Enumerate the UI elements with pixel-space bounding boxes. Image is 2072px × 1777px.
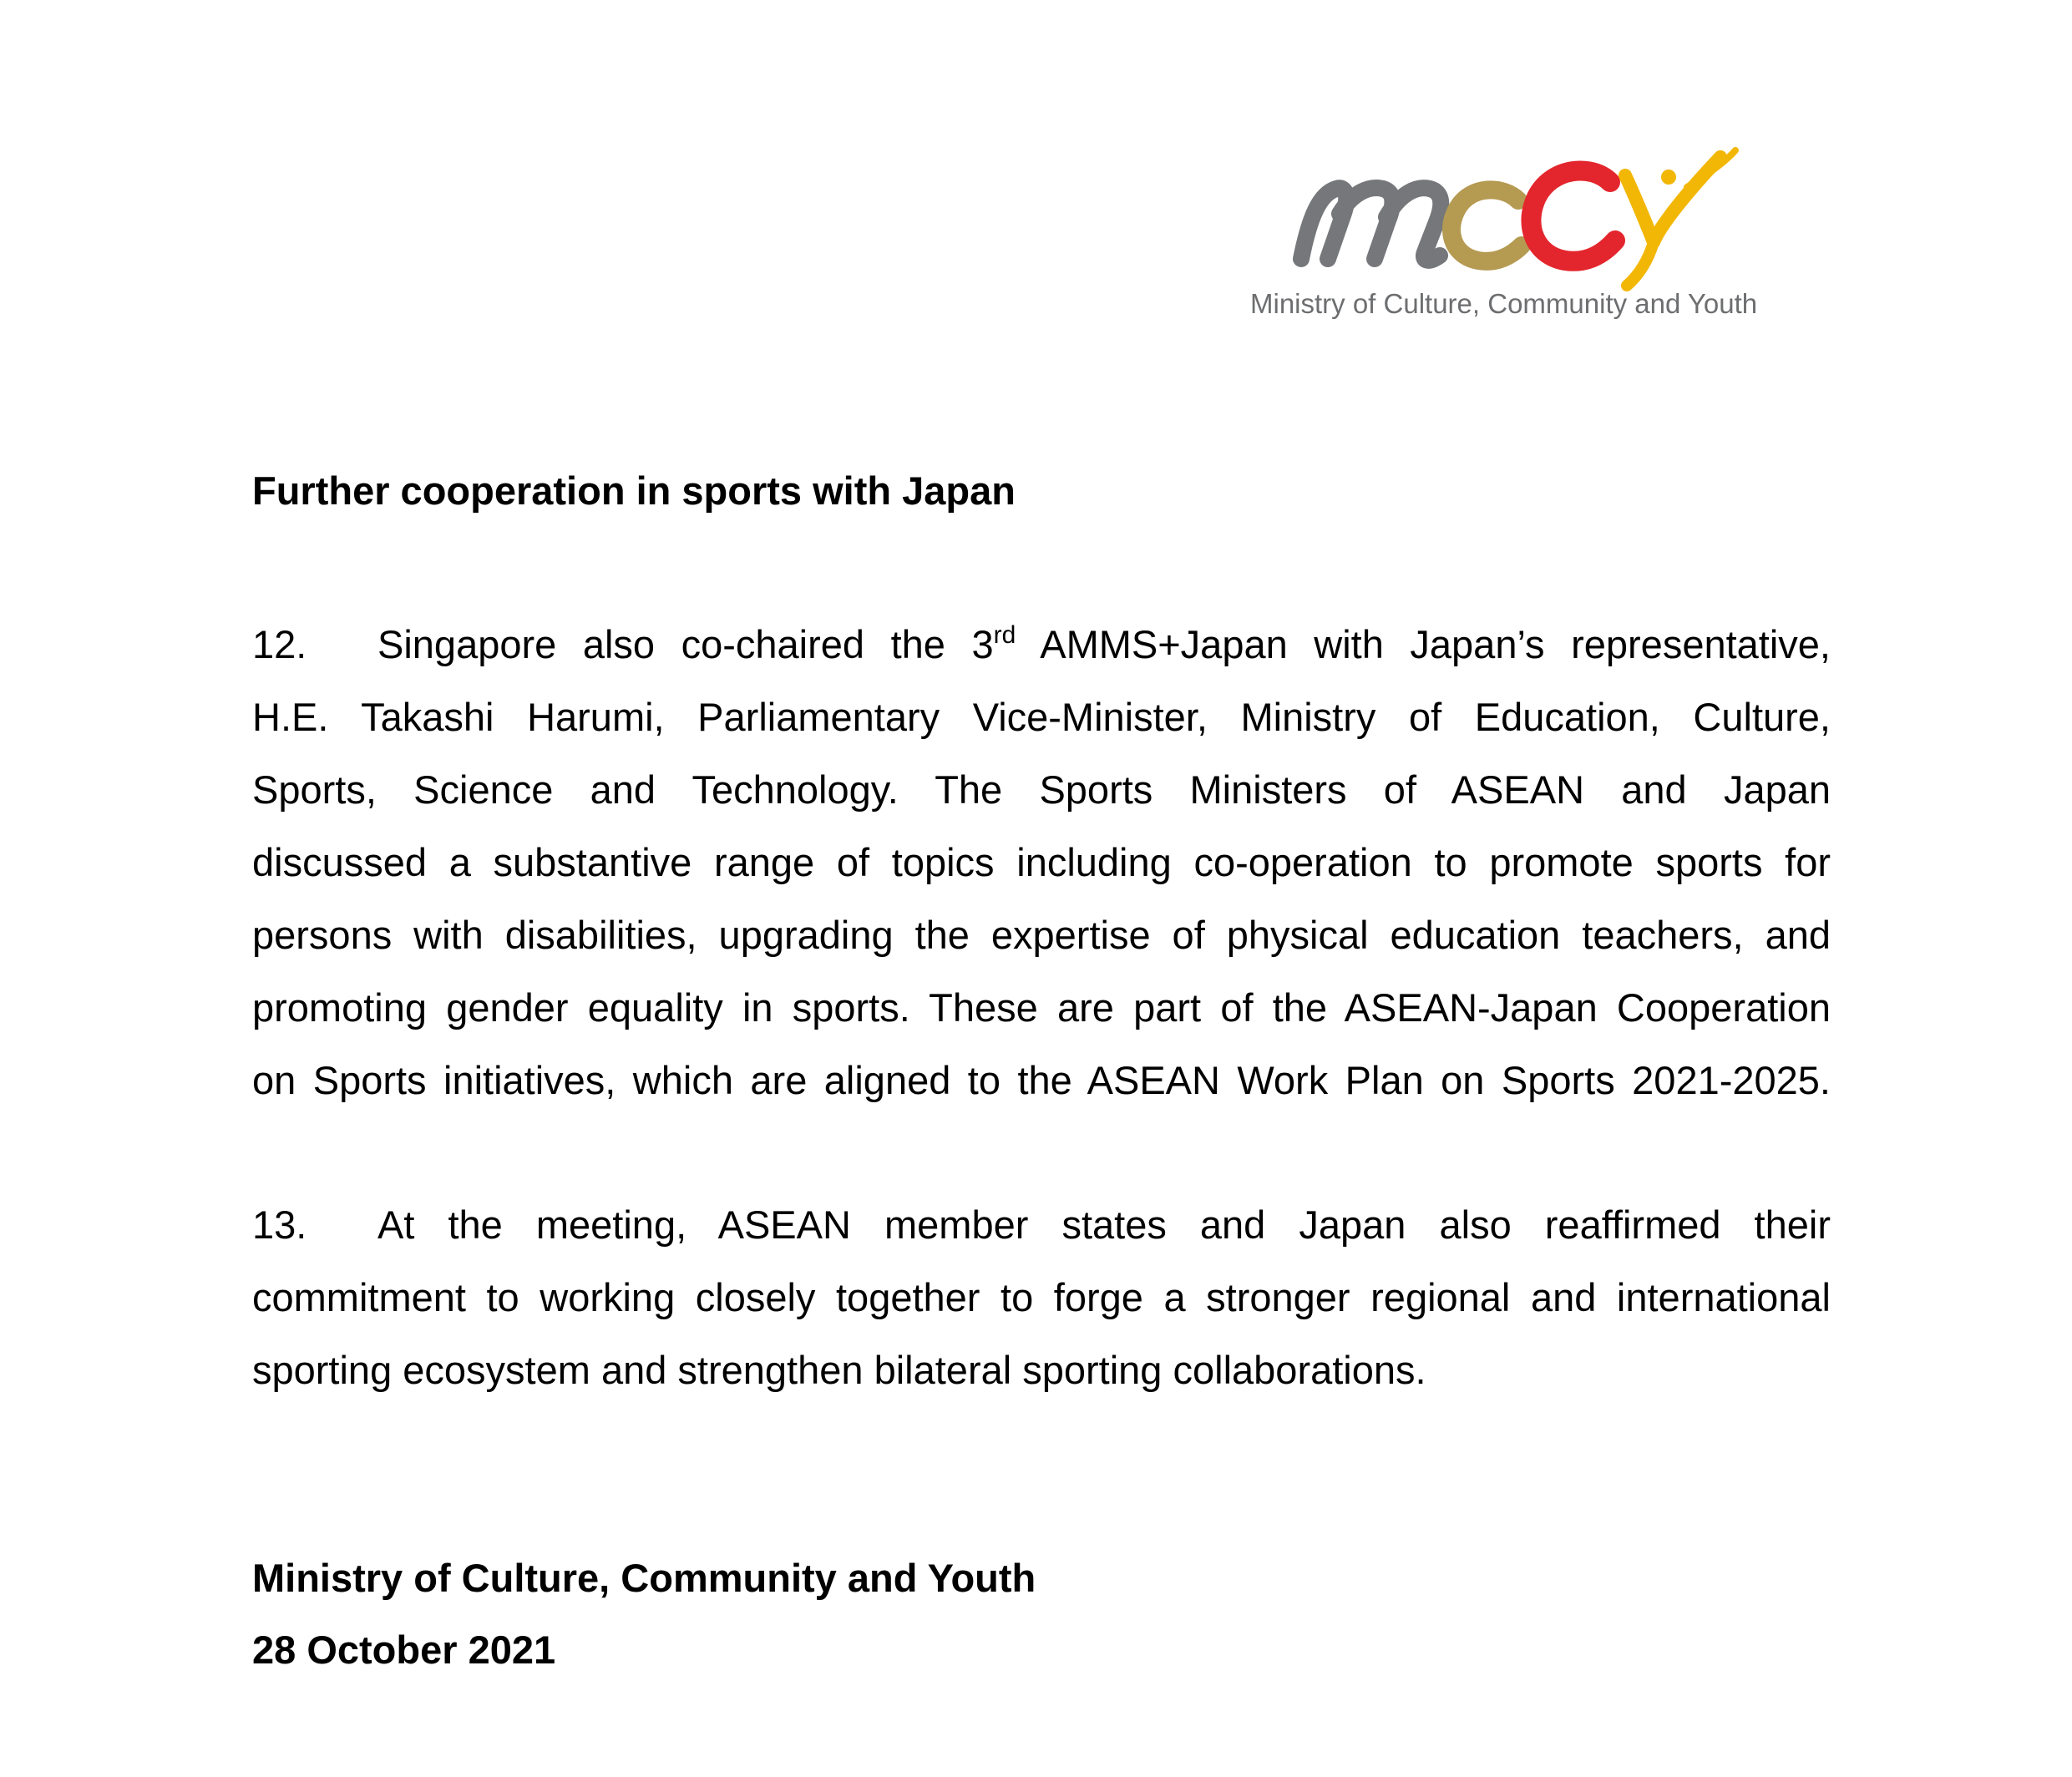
paragraph-line: on Sports initiatives, which are aligned to the ASEAN Work Plan on Sports 2021-2025. bbox=[252, 1058, 1831, 1102]
line-text: AMMS+Japan with Japan’s representative, bbox=[1016, 622, 1831, 666]
paragraph-line: commitment to working closely together to forge a stronger regional and international bbox=[252, 1275, 1831, 1319]
paragraph-line: discussed a substantive range of topics including co-operation to promote sports for bbox=[252, 840, 1831, 884]
ordinal-superscript: rd bbox=[993, 621, 1016, 649]
logo-y-head bbox=[1661, 170, 1676, 185]
section-heading: Further cooperation in sports with Japan bbox=[252, 468, 1016, 513]
paragraph-line: Sports, Science and Technology. The Sports Ministers of ASEAN and Japan bbox=[252, 767, 1831, 812]
paragraph-13 bbox=[252, 1188, 1831, 1406]
paragraph-line: sporting ecosystem and strengthen bilateral sporting collaborations. bbox=[252, 1348, 1426, 1392]
paragraph-line: promoting gender equality in sports. These are part of the ASEAN-Japan Cooperation bbox=[252, 985, 1831, 1030]
logo-caption: Ministry of Culture, Community and Youth bbox=[1250, 288, 1758, 319]
paragraph-line bbox=[252, 1188, 1831, 1261]
logo-y-arm bbox=[1687, 150, 1735, 187]
signature-organization: Ministry of Culture, Community and Youth bbox=[252, 1556, 1036, 1600]
paragraph-line: H.E. Takashi Harumi, Parliamentary Vice-Minister, Ministry of Education, Culture, bbox=[252, 695, 1831, 739]
paragraph-number: 12. bbox=[252, 622, 307, 666]
logo-c-red bbox=[1531, 170, 1615, 261]
logo-y-figure bbox=[1625, 157, 1720, 242]
logo-c-gold bbox=[1451, 190, 1522, 261]
signature-date: 28 October 2021 bbox=[252, 1628, 556, 1672]
paragraph-line: persons with disabilities, upgrading the expertise of physical education teachers, and bbox=[252, 913, 1831, 957]
paragraph-number: 13. bbox=[252, 1202, 307, 1247]
paragraph-line bbox=[252, 608, 1831, 681]
paragraph-12 bbox=[252, 608, 1831, 1116]
line-text: At the meeting, ASEAN member states and Japan also reaffirmed their bbox=[377, 1202, 1831, 1247]
logo-m-stroke bbox=[1301, 188, 1441, 261]
line-text: Singapore also co-chaired the 3 bbox=[377, 622, 994, 666]
logo-y-tail bbox=[1627, 242, 1654, 286]
